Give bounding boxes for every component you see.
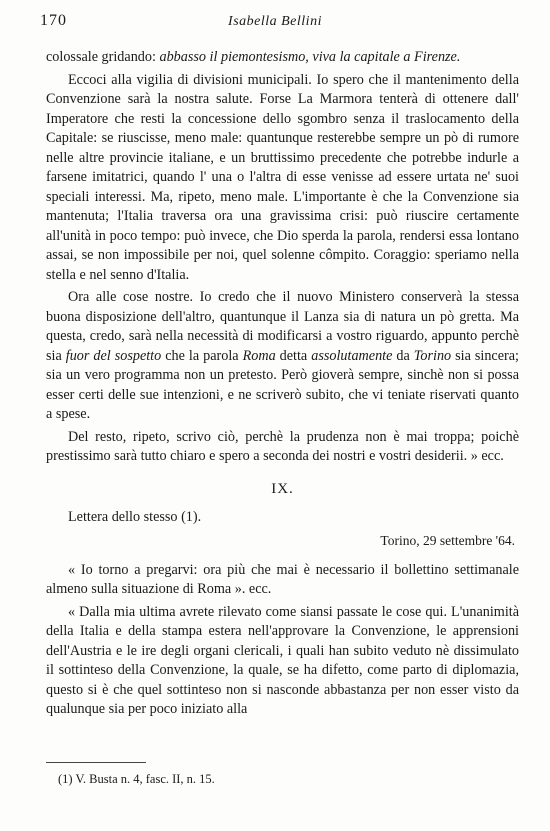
paragraph-text: sia sincera; sia un vero programma non un pretesto. Però gioverà sempre, sinchè non si possa esser certi delle sue intenzioni, e ne scriverò subito, che vi teniate riservati quanto a spese. xyxy=(46,347,519,422)
paragraph: Eccoci alla vigilia di divisioni municipali. Io spero che il mantenimento della Convenzione sarà la nostra salute. Forse La Marmora tenterà di ottenere dall' Imperatore che resti la concessione dello sgombro senza il traslocamento della Capitale: se riuscisse, meno male: quantunque resterebbe sempre un pò di rumore nelle altre provincie italiane, e un bruttissimo precedente che potrebbe indurle a farsene imitatrici, quando l' una o l'altra di esse venisse ad essere urtata ne' suoi speciali interessi. Ma, ripeto, meno male. L'importante è che la Convenzione sia mantenuta; l'Italia traversa ora una gravissima crisi: può riuscire certamente all'unità in poco tempo: può invece, che Dio sperda la parola, rendersi essa lontano assai, se non impossibile per noi, quel solenne cômpito. Coraggio: speriamo nella stella e nel senno d'Italia. xyxy=(46,71,519,283)
italic-phrase: Torino xyxy=(413,347,452,364)
page-number: 170 xyxy=(40,12,67,29)
paragraph-continuation xyxy=(46,48,519,68)
letter-title: Lettera dello stesso (1). xyxy=(68,508,202,525)
footnote: (1) V. Busta n. 4, fasc. II, n. 15. xyxy=(58,772,215,786)
italic-phrase: fuor del sospetto xyxy=(65,347,162,364)
running-head: Isabella Bellini xyxy=(228,14,322,29)
paragraph-text: colossale gridando: xyxy=(46,49,160,65)
dateline: Torino, 29 settembre '64. xyxy=(380,533,515,548)
main-text xyxy=(46,48,519,720)
italic-quote: abbasso il piemontesismo, viva la capitale a Firenze. xyxy=(159,49,461,65)
italic-phrase: Roma xyxy=(242,347,276,364)
section-heading: IX. xyxy=(271,480,294,497)
paragraph: Del resto, ripeto, scrivo ciò, perchè la prudenza non è mai troppa; poichè prestissimo sarà tutto chiaro e spero a seconda dei nostri e vostri desiderii. » ecc. xyxy=(46,428,519,464)
italic-phrase: assolutamente xyxy=(311,347,393,364)
paragraph xyxy=(46,288,519,425)
footnote-divider xyxy=(46,762,146,763)
page-header xyxy=(40,12,510,36)
paragraph-text: che la parola xyxy=(161,347,243,364)
paragraph-text: da xyxy=(392,347,414,364)
paragraph-text: detta xyxy=(275,347,312,364)
paragraph: « Io torno a pregarvi: ora più che mai è necessario il bollettino settimanale almeno sulla situazione di Roma ». ecc. xyxy=(46,561,519,597)
paragraph-text: Ora alle cose nostre. Io credo che il nuovo Ministero conserverà la stessa buona disposizione dell'altro, quantunque il Lanza sia di natura un pò gretta. Ma questa, credo, sarà nella necessità di modificarsi a vostro riguardo, appunto perchè sia xyxy=(46,289,519,364)
paragraph: « Dalla mia ultima avrete rilevato come siansi passate le cose qui. L'unanimità della Italia e della stampa estera nell'approvare la Convenzione, le apprensioni dell'Austria e le ire degli organi clericali, i quali han subito veduto nè dissimulato il sottinteso della Convenzione, la quale, se ha difetto, come parto di diplomazia, questo si è che quel sottinteso non si nasconde abbastanza per non esser visto da qualunque sia per poco iniziato alla xyxy=(46,603,519,717)
